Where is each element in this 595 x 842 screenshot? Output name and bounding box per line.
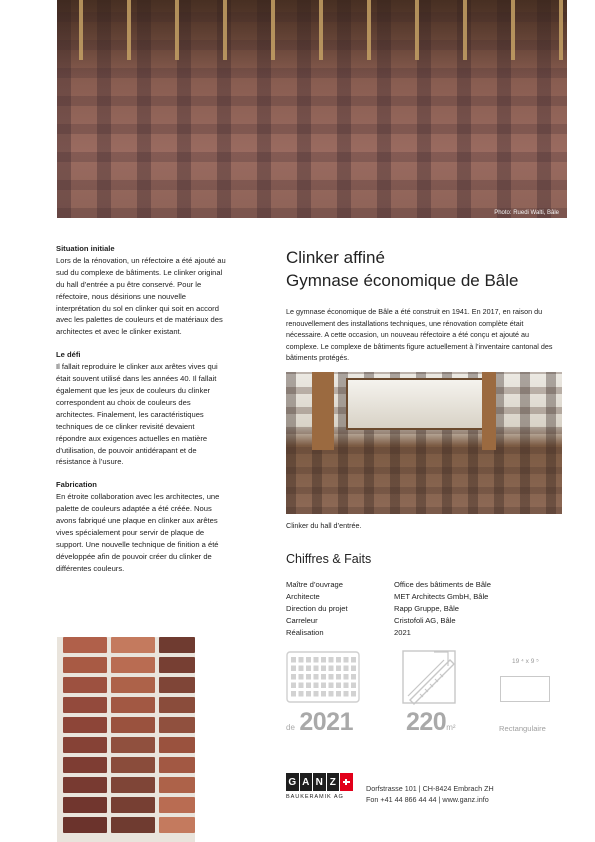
calendar-cell <box>291 666 296 672</box>
fact-value: Rapp Gruppe, Bâle <box>394 603 460 613</box>
clinker-tile <box>111 717 155 733</box>
hero-photo <box>57 0 567 218</box>
clinker-tile <box>63 757 107 773</box>
calendar-cell <box>314 683 319 689</box>
calendar-cell <box>291 691 296 697</box>
fact-row <box>286 591 566 603</box>
calendar-cell <box>306 691 311 697</box>
contact-phone-web: Fon +41 44 866 44 44 | www.ganz.info <box>366 795 489 805</box>
calendar-cell <box>344 674 349 680</box>
calendar-cell <box>314 666 319 672</box>
clinker-tile <box>111 797 155 813</box>
calendar-cell <box>329 691 334 697</box>
tile-measure-icon <box>400 648 458 706</box>
photo-caption: Clinker du hall d’entrée. <box>286 521 362 530</box>
calendar-cell <box>336 691 341 697</box>
clinker-tile <box>159 717 195 733</box>
clinker-tile <box>159 777 195 793</box>
fact-row <box>286 603 566 615</box>
clinker-tile <box>63 797 107 813</box>
clinker-tile <box>111 657 155 673</box>
logo-letters <box>286 773 353 791</box>
section-text: En étroite collaboration avec les architectes, une palette de couleurs adaptée a été créée. Nous avons fabriqué une plaque en clinker aux arêtes vives spécialement pour servir de plaque de support. Une nouvelle technique de finition a été développée afin de pouvoir créer du clinker de différentes couleurs. <box>56 492 220 573</box>
clinker-tile <box>159 757 195 773</box>
clinker-tile <box>111 677 155 693</box>
logo-subtitle: BAUKERAMIK AG <box>286 794 344 800</box>
entrance-hall-photo <box>286 372 562 514</box>
calendar-cell <box>321 666 326 672</box>
fact-row <box>286 627 566 639</box>
area-stat <box>406 708 456 737</box>
calendar-cell <box>336 666 341 672</box>
clinker-tile <box>111 637 155 653</box>
fact-row <box>286 579 566 591</box>
calendar-cell <box>329 666 334 672</box>
ganz-logo <box>286 773 353 800</box>
section-heading: Situation initiale <box>56 244 115 253</box>
calendar-cell <box>344 666 349 672</box>
calendar-cell <box>336 657 341 663</box>
clinker-tile <box>111 777 155 793</box>
calendar-cell <box>306 666 311 672</box>
swatch-column-far <box>159 637 195 842</box>
clinker-swatch-photo <box>57 637 195 842</box>
wood-panel-right <box>482 372 496 450</box>
area-unit: m² <box>446 723 456 732</box>
left-column <box>56 243 226 586</box>
clinker-tile <box>63 737 107 753</box>
calendar-cell <box>299 657 304 663</box>
clinker-tile <box>111 757 155 773</box>
swatch-column-right <box>111 637 155 842</box>
clinker-tile <box>159 737 195 753</box>
logo-letter: A <box>300 773 313 791</box>
calendar-cell <box>351 666 356 672</box>
swatch-column-left <box>63 637 107 842</box>
calendar-cell <box>291 683 296 689</box>
calendar-cell <box>314 674 319 680</box>
clinker-tile <box>63 637 107 653</box>
clinker-tile <box>159 677 195 693</box>
logo-letter: G <box>286 773 299 791</box>
calendar-cell <box>351 657 356 663</box>
clinker-tile <box>63 817 107 833</box>
clinker-tile <box>111 817 155 833</box>
calendar-cell <box>299 674 304 680</box>
logo-letter: Z <box>327 773 340 791</box>
title-line-1: Clinker affiné <box>286 248 385 267</box>
fact-label: Direction du projet <box>286 603 348 613</box>
calendar-cell <box>306 683 311 689</box>
section-text: Lors de la rénovation, un réfectoire a été ajouté au sud du complexe de bâtiments. Le clinker original du hall d’entrée a pu être conservé. Pour le réfectoire, nous désirions une nouvelle interprétation du sol en clinker qui soit en accord avec les palettes de couleurs et de matériaux des architectes et avec le clinker existant. <box>56 255 226 337</box>
calendar-cell <box>344 657 349 663</box>
calendar-cell <box>306 674 311 680</box>
calendar-cell <box>351 674 356 680</box>
clinker-tile <box>63 717 107 733</box>
clinker-tile <box>159 797 195 813</box>
fact-value: MET Architects GmbH, Bâle <box>394 591 489 601</box>
fact-label: Réalisation <box>286 627 324 637</box>
calendar-cell <box>329 674 334 680</box>
calendar-cell <box>351 691 356 697</box>
calendar-cell <box>336 683 341 689</box>
year-stat <box>286 708 353 737</box>
contact-address: Dorfstrasse 101 | CH-8424 Embrach ZH <box>366 784 494 793</box>
clinker-tile <box>159 697 195 713</box>
logo-letter: N <box>313 773 326 791</box>
calendar-cell <box>314 657 319 663</box>
section-heading: Le défi <box>56 350 81 360</box>
clinker-tile <box>159 817 195 833</box>
calendar-cell <box>314 691 319 697</box>
calendar-grid-icon <box>286 651 360 703</box>
calendar-cell <box>329 683 334 689</box>
calendar-cell <box>344 691 349 697</box>
title-line-2: Gymnase économique de Bâle <box>286 271 519 290</box>
calendar-cell <box>299 683 304 689</box>
fact-label: Carreleur <box>286 615 318 625</box>
fact-value: 2021 <box>394 627 411 637</box>
shape-label: Rectangulaire <box>499 724 546 733</box>
facts-title: Chiffres & Faits <box>286 552 372 566</box>
clinker-tile <box>63 697 107 713</box>
fact-value: Office des bâtiments de Bâle <box>394 580 491 589</box>
clinker-tile <box>111 697 155 713</box>
calendar-cell <box>299 666 304 672</box>
calendar-cell <box>351 683 356 689</box>
photo-credit: Photo: Ruedi Walti, Bâle <box>494 210 559 216</box>
clinker-tile <box>63 657 107 673</box>
fact-value: Cristofoli AG, Bâle <box>394 615 456 625</box>
swiss-cross-icon <box>340 773 353 791</box>
contact-info <box>366 783 494 806</box>
wood-panel-left <box>312 372 334 450</box>
fact-label: Architecte <box>286 591 320 601</box>
calendar-cell <box>291 674 296 680</box>
calendar-cell <box>291 657 296 663</box>
calendar-cell <box>321 691 326 697</box>
page-title <box>286 246 518 292</box>
area-value: 220 <box>406 708 447 736</box>
calendar-cell <box>321 674 326 680</box>
year-value: 2021 <box>299 708 353 736</box>
calendar-cell <box>336 674 341 680</box>
clinker-tile <box>63 677 107 693</box>
clinker-tile <box>159 637 195 653</box>
calendar-cell <box>321 657 326 663</box>
section-heading: Fabrication <box>56 480 97 490</box>
calendar-cell <box>344 683 349 689</box>
fact-label: Maître d’ouvrage <box>286 580 343 589</box>
clinker-tile <box>111 737 155 753</box>
hall-window <box>346 378 491 430</box>
clinker-tile <box>159 657 195 673</box>
facts-table <box>286 579 566 639</box>
section-text: Il fallait reproduire le clinker aux arêtes vives qui était souvent utilisé dans les années 40. Il fallait également que les jeux de couleurs du clinker correspondent au choix de couleurs des architectes. Finalement, les caractéristiques techniques de ce clinker revisité devaient répondre aux exigences actuelles en matière d’utilisation, de pouvoir antidérapant et de résistance à l’usure. <box>56 362 218 467</box>
clinker-tile <box>63 777 107 793</box>
calendar-cell <box>306 657 311 663</box>
hero-chairs <box>57 0 567 60</box>
calendar-cell <box>329 657 334 663</box>
tile-dimension: 19 ⁴ x 9 ⁵ <box>512 658 539 665</box>
fact-row <box>286 615 566 627</box>
intro-text: Le gymnase économique de Bâle a été construit en 1941. En 2017, en raison du renouvellement des installations techniques, une rénovation complète était nécessaire. A cette occasion, un nouveau réfectoire a été conçu et ajouté au complexe. Le complexe de bâtiments figure actuellement à l’inventaire cantonal des bâtiments protégés. <box>286 307 553 363</box>
year-prefix: de <box>286 723 295 732</box>
calendar-cell <box>299 691 304 697</box>
calendar-cell <box>321 683 326 689</box>
rectangle-shape-icon <box>500 676 550 702</box>
